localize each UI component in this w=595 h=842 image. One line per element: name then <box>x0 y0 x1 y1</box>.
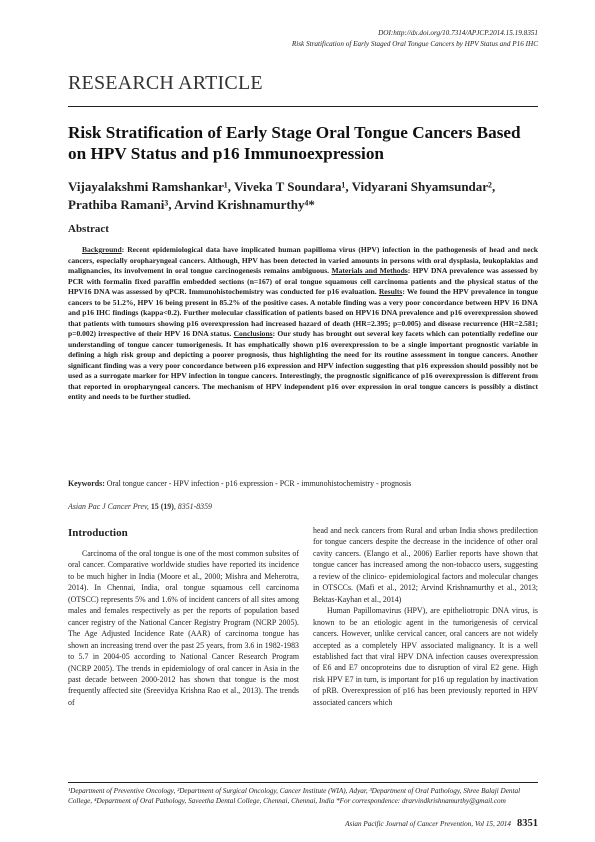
methods-text: : HPV DNA prevalence was assessed by PCR with formalin fixed paraffin embedded sections (n=167) of oral tongue squamous cell carcinoma patients and the physical status of the HPV16 DNA was assessed by qPCR. Immunohistochemistry was conducted for p16 evaluation. <box>68 266 538 296</box>
results-label: Results <box>378 287 403 296</box>
citation-pages: , 8351-8359 <box>173 502 212 511</box>
journal-name: Asian Pacific Journal of Cancer Prevention, Vol 15, 2014 <box>345 820 511 828</box>
section-label: RESEARCH ARTICLE <box>68 72 263 94</box>
intro-column-left <box>68 548 299 708</box>
title-divider <box>68 106 538 107</box>
citation-prefix: Asian Pac J Cancer Prev, <box>68 502 149 511</box>
intro-paragraph: Human Papillomavirus (HPV), are epitheliotropic DNA virus, is known to be an etiologic agent in the tumorigenesis of cervical cancers. However, unlike cervical cancer, oral cancers are not widely accepted as a completely HPV associated malignancy. It is a well established fact that viral HPV DNA infection causes overexpression of E6 and E7 oncoproteins due to disruption of viral E2 gene. High risk HPV E7 in turn, is important for p16 up regulation by inactivation of pRB. Overexpression of p16 has been previously reported in HPV associated cancers which <box>313 606 538 707</box>
doi-header[interactable]: DOI:http://dx.doi.org/10.7314/APJCP.2014.15.19.8351 <box>378 29 538 37</box>
author-list: Vijayalakshmi Ramshankar¹, Viveka T Soundara¹, Vidyarani Shyamsundar², Prathiba Ramani³, Arvind Krishnamurthy⁴* <box>68 179 496 212</box>
running-title: Risk Stratification of Early Staged Oral Tongue Cancers by HPV Status and P16 IHC <box>291 40 538 48</box>
citation-volume: 15 (19) <box>150 502 174 511</box>
intro-paragraph: Carcinoma of the oral tongue is one of the most common subsites of oral cancer. Comparative worldwide studies have reported its incidence to be much higher in India (Moore et al., 2000; Mishra and Meherotra, 2014). In Chennai, India, oral tongue squamous cell carcinoma (OTSCC) represents 5% and 1.6% of incident cancers of all sites among males and females respectively as per the reports of population based cancer registry of the National Cancer Registry Program (NCRP 2005). The Age Adjusted Incidence Rate (AAR) of carcinoma tongue has shown an increasing trend over the past 25 years, from 3.6 in 1982-1983 to 5.7 in 2004-05 according to National Cancer Research Program (NCRP 2005). The trends in epidemiology of oral cancer in Asia in the past decade between 2000-2012 has shown that tongue is the most frequently affected site (Sreevidya Krishna Rao et al., 2013). The trends of <box>68 549 299 707</box>
page-number: 8351 <box>517 818 538 829</box>
results-text: : We found the HPV prevalence in tongue cancers to be 51.2%, HPV 16 being present in 85.2% of the positive cases. A notable finding was a very poor concordance between HPV 16 DNA and p16 IHC findings (kappa<0.2). Further molecular classification of patients based on HPV16 DNA prevalence and p16 overexpression showed that patients with tumours showing p16 overexpression had increased hazard of death (HR=2.395; p=0.005) and disease recurrence (HR=2.581; p=0.002) irrespective of their HPV 16 DNA status. <box>68 287 539 338</box>
keywords-label: Keywords: <box>68 479 105 488</box>
conclusions-text: : Our study has brought out several key facets which can potentially redefine our understanding of tongue cancer tumorigenesis. It has emphatically shown p16 overexpression to be a single important prognostic variable in defining a high risk group and depicting a poorer prognosis, thus highlighting the need for its routine assessment in tongue cancers. Another significant finding was a very poor concordance between p16 expression and HPV infection suggesting that p16 expression should possibly not be used as a surrogate marker for HPV infection in tongue cancers. Interestingly, the prognostic significance of p16 overexpression is different from that reported in oropharyngeal cancers. The mechanism of HPV independent p16 over expression in oral tongue cancers is possibly a distinct entity and needs to be further studied. <box>68 329 538 401</box>
citation <box>68 502 212 511</box>
methods-label: Materials and Methods <box>331 266 408 275</box>
conclusions-label: Conclusions <box>233 329 273 338</box>
footnote-divider <box>68 782 538 783</box>
intro-paragraph: head and neck cancers from Rural and urban India shows predilection for tongue cancers despite the decrease in the incidence of other oral cavity cancers. (Elango et al., 2006) Earlier reports have shown that tongue cancer has increased among the non-tobacco users, suggesting a review of the clinico- epidemiological factors and molecular changes in OTSCCs. (Mafi et al., 2012; Arvind Krishnamurthy et al., 2013; Bektas-Kayhan et al., 2014) <box>313 526 538 604</box>
page-footer <box>345 818 538 829</box>
keywords <box>68 479 538 489</box>
keywords-text: Oral tongue cancer - HPV infection - p16 expression - PCR - immunohistochemistry - prognosis <box>104 479 412 488</box>
introduction-heading: Introduction <box>68 527 128 539</box>
affiliations-footnote: ¹Department of Preventive Oncology, ²Department of Surgical Oncology, Cancer Institute (WIA), Adyar, ³Department of Oral Pathology, Shree Balaji Dental College, ⁴Department of Oral Pathology, Saveetha Dental College, Chennai, Chennai, India *For correspondence: drarvindkrishnamurthy@gmail.com <box>68 787 521 805</box>
background-text: : Recent epidemiological data have implicated human papilloma virus (HPV) infection in the pathogenesis of head and neck cancers, especially oropharyngeal cancers. Although, HPV has been detected in varied amounts in persons with oral dysplasia, leukoplakias and malignancies, its involvement in oral tongue carcinogenesis remains ambiguous. <box>68 245 538 275</box>
abstract-heading: Abstract <box>68 223 109 235</box>
intro-column-right <box>313 525 538 708</box>
article-title: Risk Stratification of Early Stage Oral Tongue Cancers Based on HPV Status and p16 Immunoexpression <box>68 123 521 163</box>
background-label: Background <box>82 245 122 254</box>
abstract-body <box>68 245 538 403</box>
